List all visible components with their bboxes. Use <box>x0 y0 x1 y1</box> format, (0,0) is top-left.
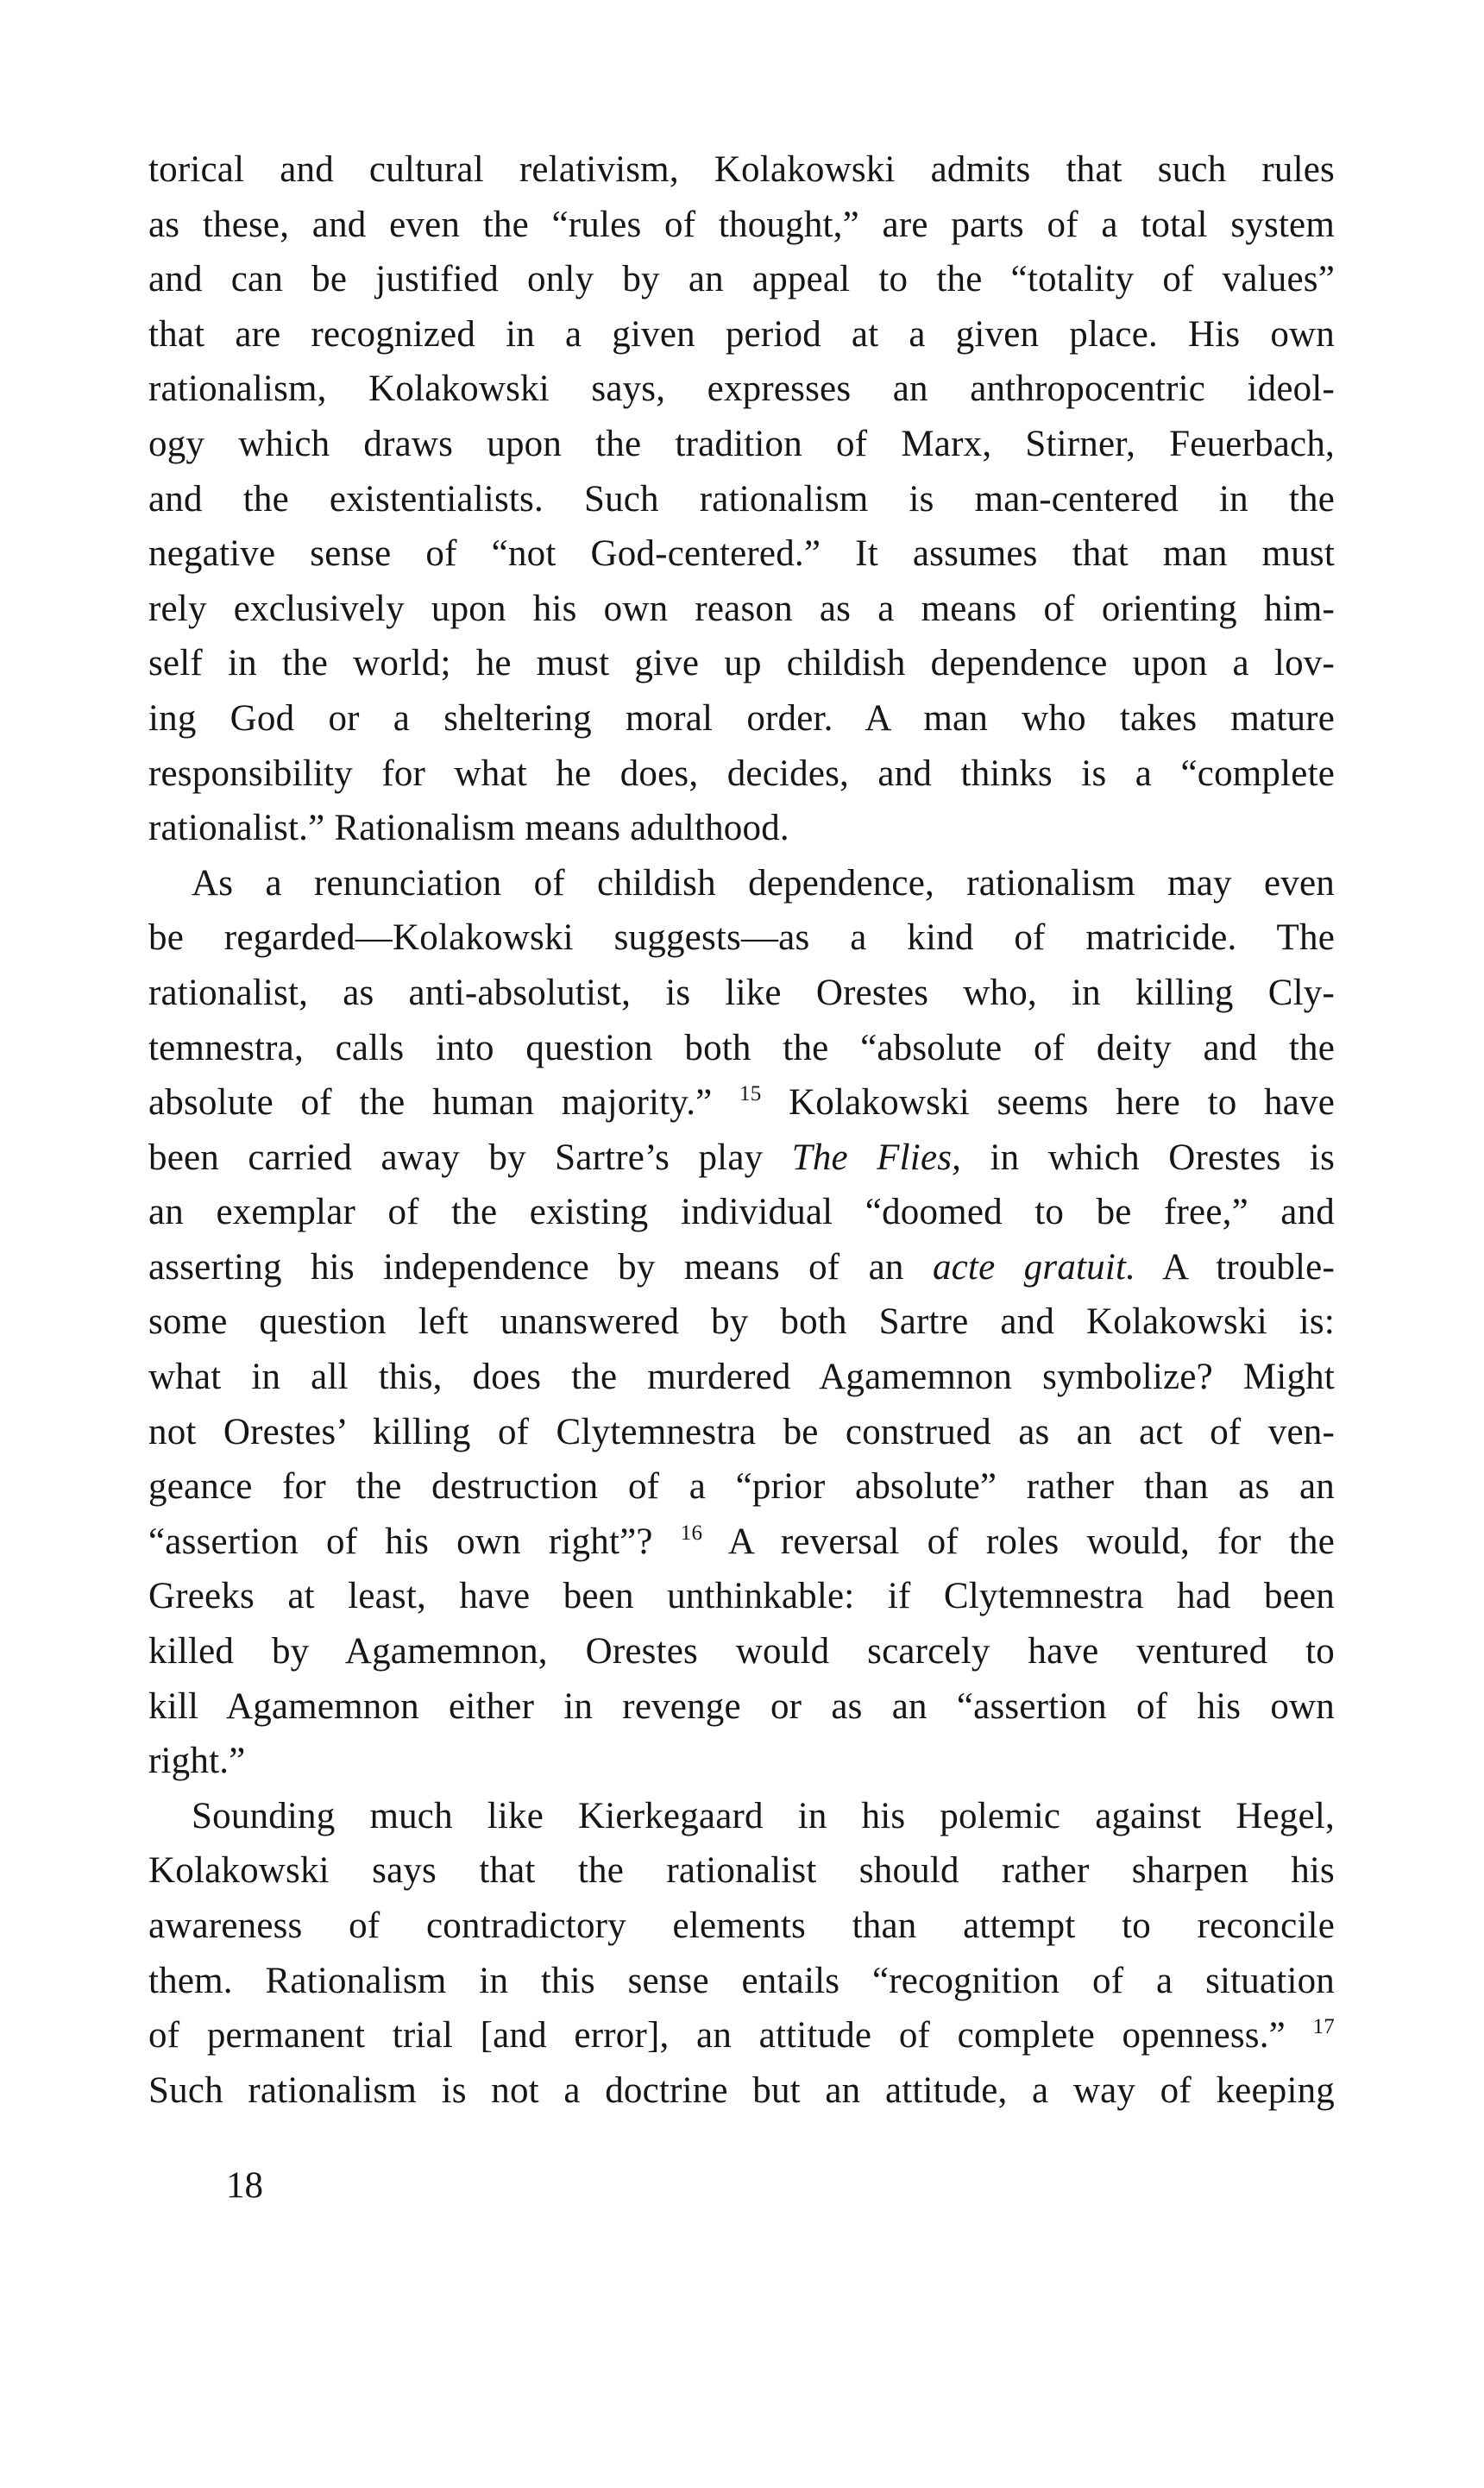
text-segment: kill Agamemnon either in revenge or as an “assertion of his own <box>148 1685 1335 1727</box>
text-segment: rationalism, Kolakowski says, expresses an anthropocentric ideol- <box>148 368 1335 410</box>
text-line <box>148 966 1335 1021</box>
footnote-marker: 15 <box>739 1082 762 1106</box>
text-segment: Greeks at least, have been unthinkable: if Clytemnestra had been <box>148 1576 1335 1617</box>
text-line <box>148 1624 1335 1679</box>
text-segment: Kolakowski seems here to have <box>761 1082 1335 1124</box>
text-line <box>148 472 1335 527</box>
text-segment: Kolakowski says that the rationalist should rather sharpen his <box>148 1850 1335 1892</box>
text-line <box>148 1899 1335 1954</box>
text-segment: Such rationalism is not a doctrine but an attitude, a way of keeping <box>148 2069 1335 2111</box>
text-line <box>148 307 1335 362</box>
text-segment: in which Orestes is <box>961 1137 1336 1178</box>
text-segment: an exemplar of the existing individual “doomed to be free,” and <box>148 1192 1335 1233</box>
text-line <box>148 2008 1335 2063</box>
text-line <box>148 1075 1335 1131</box>
text-line <box>148 1185 1335 1240</box>
text-segment: right.” <box>148 1741 246 1782</box>
text-line <box>148 362 1335 417</box>
text-line <box>148 1350 1335 1405</box>
text-line <box>148 198 1335 253</box>
text-line <box>148 1021 1335 1076</box>
text-line <box>148 1515 1335 1570</box>
text-segment: negative sense of “not God-centered.” It assumes that man must <box>148 533 1335 575</box>
text-line <box>148 526 1335 582</box>
text-segment: what in all this, does the murdered Agamemnon symbolize? Might <box>148 1357 1335 1398</box>
text-line <box>148 417 1335 472</box>
text-segment: be regarded—Kolakowski suggests—as a kind of matricide. The <box>148 917 1335 959</box>
body-text <box>148 142 1335 2118</box>
text-line <box>148 691 1335 746</box>
text-segment: geance for the destruction of a “prior absolute” rather than as an <box>148 1466 1335 1508</box>
text-segment: Sounding much like Kierkegaard in his polemic against Hegel, <box>192 1795 1335 1836</box>
text-segment: of permanent trial [and error], an attitude of complete openness.” <box>148 2015 1313 2057</box>
text-line <box>148 1569 1335 1624</box>
text-line <box>148 1459 1335 1515</box>
text-line <box>148 910 1335 966</box>
text-segment: not Orestes’ killing of Clytemnestra be construed as an act of ven- <box>148 1411 1335 1452</box>
text-line <box>148 582 1335 637</box>
text-line <box>148 1679 1335 1735</box>
text-line <box>148 636 1335 691</box>
text-line <box>148 1789 1335 1844</box>
italic-title: The Flies, <box>791 1137 962 1178</box>
text-segment: been carried away by Sartre’s play <box>148 1137 792 1178</box>
text-segment: temnestra, calls into question both the “absolute of deity and the <box>148 1027 1335 1068</box>
text-segment: A reversal of roles would, for the <box>702 1521 1335 1562</box>
text-segment: torical and cultural relativism, Kolakowski admits that such rules <box>148 149 1335 190</box>
text-line <box>148 1405 1335 1460</box>
text-segment: absolute of the human majority.” <box>148 1082 740 1124</box>
text-segment: As a renunciation of childish dependence, rationalism may even <box>192 862 1335 904</box>
text-segment: that are recognized in a given period at a given place. His own <box>148 313 1335 355</box>
text-segment: awareness of contradictory elements than attempt to reconcile <box>148 1905 1335 1946</box>
page-number: 18 <box>226 2165 263 2206</box>
italic-title: acte gratuit. <box>932 1246 1136 1288</box>
text-segment: self in the world; he must give up childish dependence upon a lov- <box>148 643 1335 684</box>
text-segment: and can be justified only by an appeal to the “totality of values” <box>148 259 1335 300</box>
text-segment: rationalist.” Rationalism means adulthood. <box>148 808 789 849</box>
text-segment: asserting his independence by means of an <box>148 1246 933 1288</box>
footnote-marker: 17 <box>1312 2015 1335 2039</box>
text-segment: rely exclusively upon his own reason as a means of orienting him- <box>148 588 1335 629</box>
text-segment: them. Rationalism in this sense entails “recognition of a situation <box>148 1960 1335 2001</box>
text-segment: responsibility for what he does, decides, and thinks is a “complete <box>148 753 1335 794</box>
text-line <box>148 252 1335 307</box>
text-segment: some question left unanswered by both Sartre and Kolakowski is: <box>148 1301 1335 1343</box>
text-segment: ogy which draws upon the tradition of Marx, Stirner, Feuerbach, <box>148 423 1335 464</box>
text-line <box>148 1294 1335 1350</box>
text-line <box>148 1240 1335 1295</box>
text-line <box>148 1131 1335 1186</box>
text-line <box>148 1843 1335 1899</box>
text-line <box>148 801 1335 856</box>
text-line <box>148 1954 1335 2009</box>
text-segment: rationalist, as anti-absolutist, is like Orestes who, in killing Cly- <box>148 972 1335 1013</box>
text-segment: A trouble- <box>1135 1246 1335 1288</box>
footnote-marker: 16 <box>680 1521 703 1545</box>
text-line <box>148 746 1335 802</box>
text-segment: ing God or a sheltering moral order. A man who takes mature <box>148 697 1335 739</box>
text-segment: “assertion of his own right”? <box>148 1521 681 1562</box>
text-line <box>148 142 1335 198</box>
text-segment: and the existentialists. Such rationalism is man-centered in the <box>148 478 1335 520</box>
text-line <box>148 2063 1335 2119</box>
text-line <box>148 1734 1335 1789</box>
text-line <box>148 856 1335 911</box>
text-segment: as these, and even the “rules of thought,” are parts of a total system <box>148 204 1335 245</box>
text-segment: killed by Agamemnon, Orestes would scarcely have ventured to <box>148 1631 1335 1672</box>
